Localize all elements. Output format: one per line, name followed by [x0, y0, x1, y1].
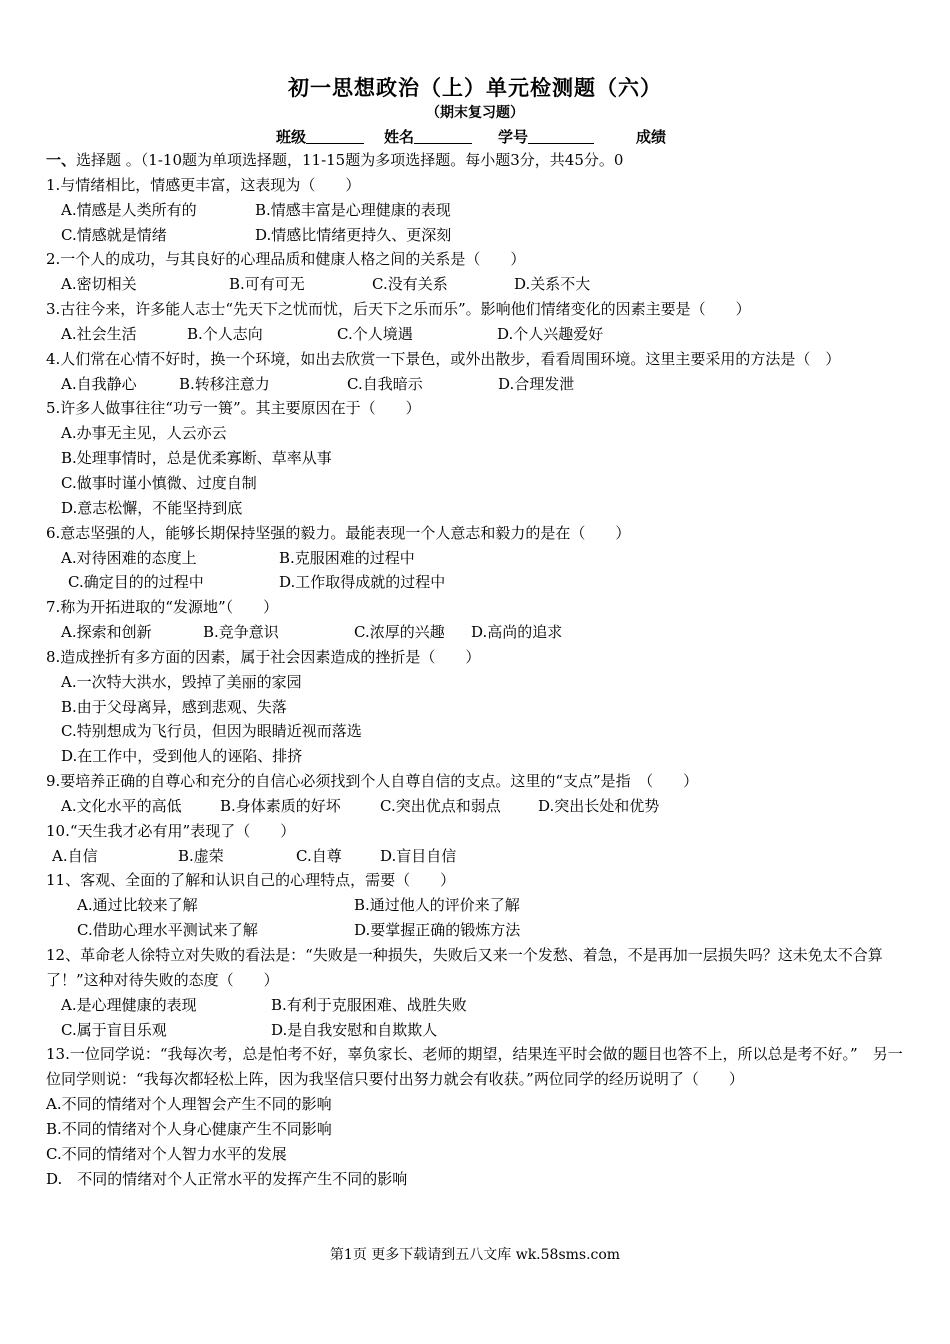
option-b: B.个人志向 [187, 324, 263, 343]
option-c: C.自尊 [296, 846, 342, 865]
option-row [46, 993, 908, 1018]
option-d: D.高尚的追求 [471, 623, 563, 642]
class-blank[interactable] [306, 129, 364, 144]
option-row [46, 794, 908, 819]
question-stem: 1.与情绪相比，情感更丰富，这表现为（ ） [46, 175, 361, 194]
question-stem: 9.要培养正确的自尊心和充分的自信心必须找到个人自尊自信的支点。这里的“支点”是指 （ ） [46, 772, 699, 791]
question-stem: 5.许多人做事往往“功亏一篑”。其主要原因在于（ ） [46, 399, 421, 418]
question-stem: 6.意志坚强的人，能够长期保持坚强的毅力。最能表现一个人意志和毅力的是在（ ） [46, 523, 631, 542]
option-d: D.盲目自信 [380, 846, 457, 865]
student-info-row [276, 126, 666, 147]
option-row [46, 546, 908, 571]
option-row [46, 272, 908, 297]
option-d: D.个人兴趣爱好 [497, 324, 604, 343]
option-a: A.一次特大洪水，毁掉了美丽的家园 [61, 672, 302, 691]
option-row [46, 620, 908, 645]
option-row [46, 223, 908, 248]
option-b: B.不同的情绪对个人身心健康产生不同影响 [46, 1119, 332, 1138]
option-c: C.突出优点和弱点 [380, 796, 501, 815]
name-blank[interactable] [414, 129, 472, 144]
option-row [46, 198, 908, 223]
question-stem: 10.“天生我才必有用”表现了（ ） [46, 821, 296, 840]
page-subtitle: （期末复习题） [426, 105, 524, 121]
option-d: D. 不同的情绪对个人正常水平的发挥产生不同的影响 [46, 1169, 408, 1188]
option-c: C.自我暗示 [347, 374, 423, 393]
question-stem: 2.一个人的成功，与其良好的心理品质和健康人格之间的关系是（ ） [46, 250, 526, 269]
option-row [46, 844, 908, 869]
option-c: C.个人境遇 [337, 324, 413, 343]
id-label: 学号 [498, 128, 529, 146]
question-stem: 11、客观、全面的了解和认识自己的心理特点，需要（ ） [46, 871, 456, 890]
page-footer: 第1页 更多下载请到五八文库 wk.58sms.com [329, 1247, 621, 1263]
option-row [46, 570, 908, 595]
score-label: 成绩 [636, 128, 667, 146]
option-c: C.情感就是情绪 [61, 225, 167, 244]
question-stem: 4.人们常在心情不好时，换一个环境，如出去欣赏一下景色，或外出散步，看看周围环境。这里主要采用的方法是（ ） [46, 349, 841, 368]
option-b: B.竞争意识 [203, 623, 279, 642]
option-a: A.自我静心 [61, 374, 137, 393]
option-c: C.没有关系 [372, 275, 448, 294]
id-blank[interactable] [528, 129, 594, 144]
option-d: D.关系不大 [514, 275, 591, 294]
option-a: A.情感是人类所有的 [61, 200, 197, 219]
question-stem: 3.古往今来，许多能人志士“先天下之忧而忧，后天下之乐而乐”。影响他们情绪变化的因素主要是（ ） [46, 300, 751, 319]
option-a: A.探索和创新 [61, 623, 152, 642]
option-d: D.突出长处和优势 [538, 796, 660, 815]
option-c: C.浓厚的兴趣 [354, 623, 445, 642]
option-a: A.密切相关 [61, 275, 137, 294]
option-b: B.由于父母离异，感到悲观、失落 [61, 697, 287, 716]
option-c: C.不同的情绪对个人智力水平的发展 [46, 1144, 287, 1163]
option-row [46, 918, 908, 943]
option-d: D.是自我安慰和自欺欺人 [271, 1020, 438, 1039]
option-b: B.通过他人的评价来了解 [354, 896, 520, 915]
option-b: B.情感丰富是心理健康的表现 [255, 200, 451, 219]
option-a: A.办事无主见，人云亦云 [61, 424, 227, 443]
option-row [46, 322, 908, 347]
question-stem: 12、革命老人徐特立对失败的看法是：“失败是一种损失，失败后又来一个发愁、着急，不是再加一层损失吗？这未免太不合算了！”这种对待失败的态度（ ） [46, 946, 883, 989]
section-heading: 一、选择题 。（1-10题为单项选择题，11-15题为多项选择题。每小题3分，共45分。0 [46, 151, 624, 169]
option-d: D.要掌握正确的锻炼方法 [354, 921, 521, 940]
option-a: A.是心理健康的表现 [61, 995, 197, 1014]
option-d: D.合理发泄 [498, 374, 575, 393]
option-b: B.有利于克服困难、战胜失败 [271, 995, 467, 1014]
question-stem: 7.称为开拓进取的“发源地”（ ） [46, 598, 279, 617]
option-d: D.意志松懈，不能坚持到底 [61, 498, 243, 517]
option-a: A.文化水平的高低 [61, 796, 182, 815]
option-d: D.工作取得成就的过程中 [279, 573, 446, 592]
option-d: D.情感比情绪更持久、更深刻 [255, 225, 452, 244]
option-row [46, 1018, 908, 1043]
option-a: A.自信 [52, 846, 98, 865]
option-row [46, 372, 908, 397]
option-a: A.对待困难的态度上 [61, 548, 197, 567]
option-c: C.做事时谨小慎微、过度自制 [61, 473, 257, 492]
option-row [46, 893, 908, 918]
option-c: C.借助心理水平测试来了解 [77, 921, 258, 940]
option-b: B.可有可无 [229, 275, 305, 294]
option-b: B.虚荣 [178, 846, 224, 865]
page-title: 初一思想政治（上）单元检测题（六） [288, 75, 662, 100]
option-c: C.特别想成为飞行员，但因为眼睛近视而落选 [61, 722, 362, 741]
option-b: B.处理事情时，总是优柔寡断、草率从事 [61, 449, 332, 468]
option-c: C.确定目的的过程中 [68, 573, 204, 592]
option-a: A.通过比较来了解 [77, 896, 198, 915]
question-stem: 8.造成挫折有多方面的因素，属于社会因素造成的挫折是（ ） [46, 647, 481, 666]
name-label: 姓名 [384, 128, 415, 146]
question-list [46, 148, 908, 1191]
question-stem: 13.一位同学说：“我每次考，总是怕考不好，辜负家长、老师的期望，结果连平时会做的题目也答不上，所以总是考不好。” 另一位同学则说：“我每次都轻松上阵，因为我坚信只要付出努力就会有收获。”两位同学的经历说明了（ ） [46, 1045, 903, 1089]
option-b: B.克服困难的过程中 [279, 548, 415, 567]
option-c: C.属于盲目乐观 [61, 1020, 167, 1039]
option-d: D.在工作中，受到他人的诬陷、排挤 [61, 747, 303, 766]
option-a: A.社会生活 [61, 324, 137, 343]
option-a: A.不同的情绪对个人理智会产生不同的影响 [46, 1095, 332, 1114]
class-label: 班级 [276, 128, 307, 146]
option-b: B.转移注意力 [179, 374, 270, 393]
option-b: B.身体素质的好坏 [220, 796, 341, 815]
